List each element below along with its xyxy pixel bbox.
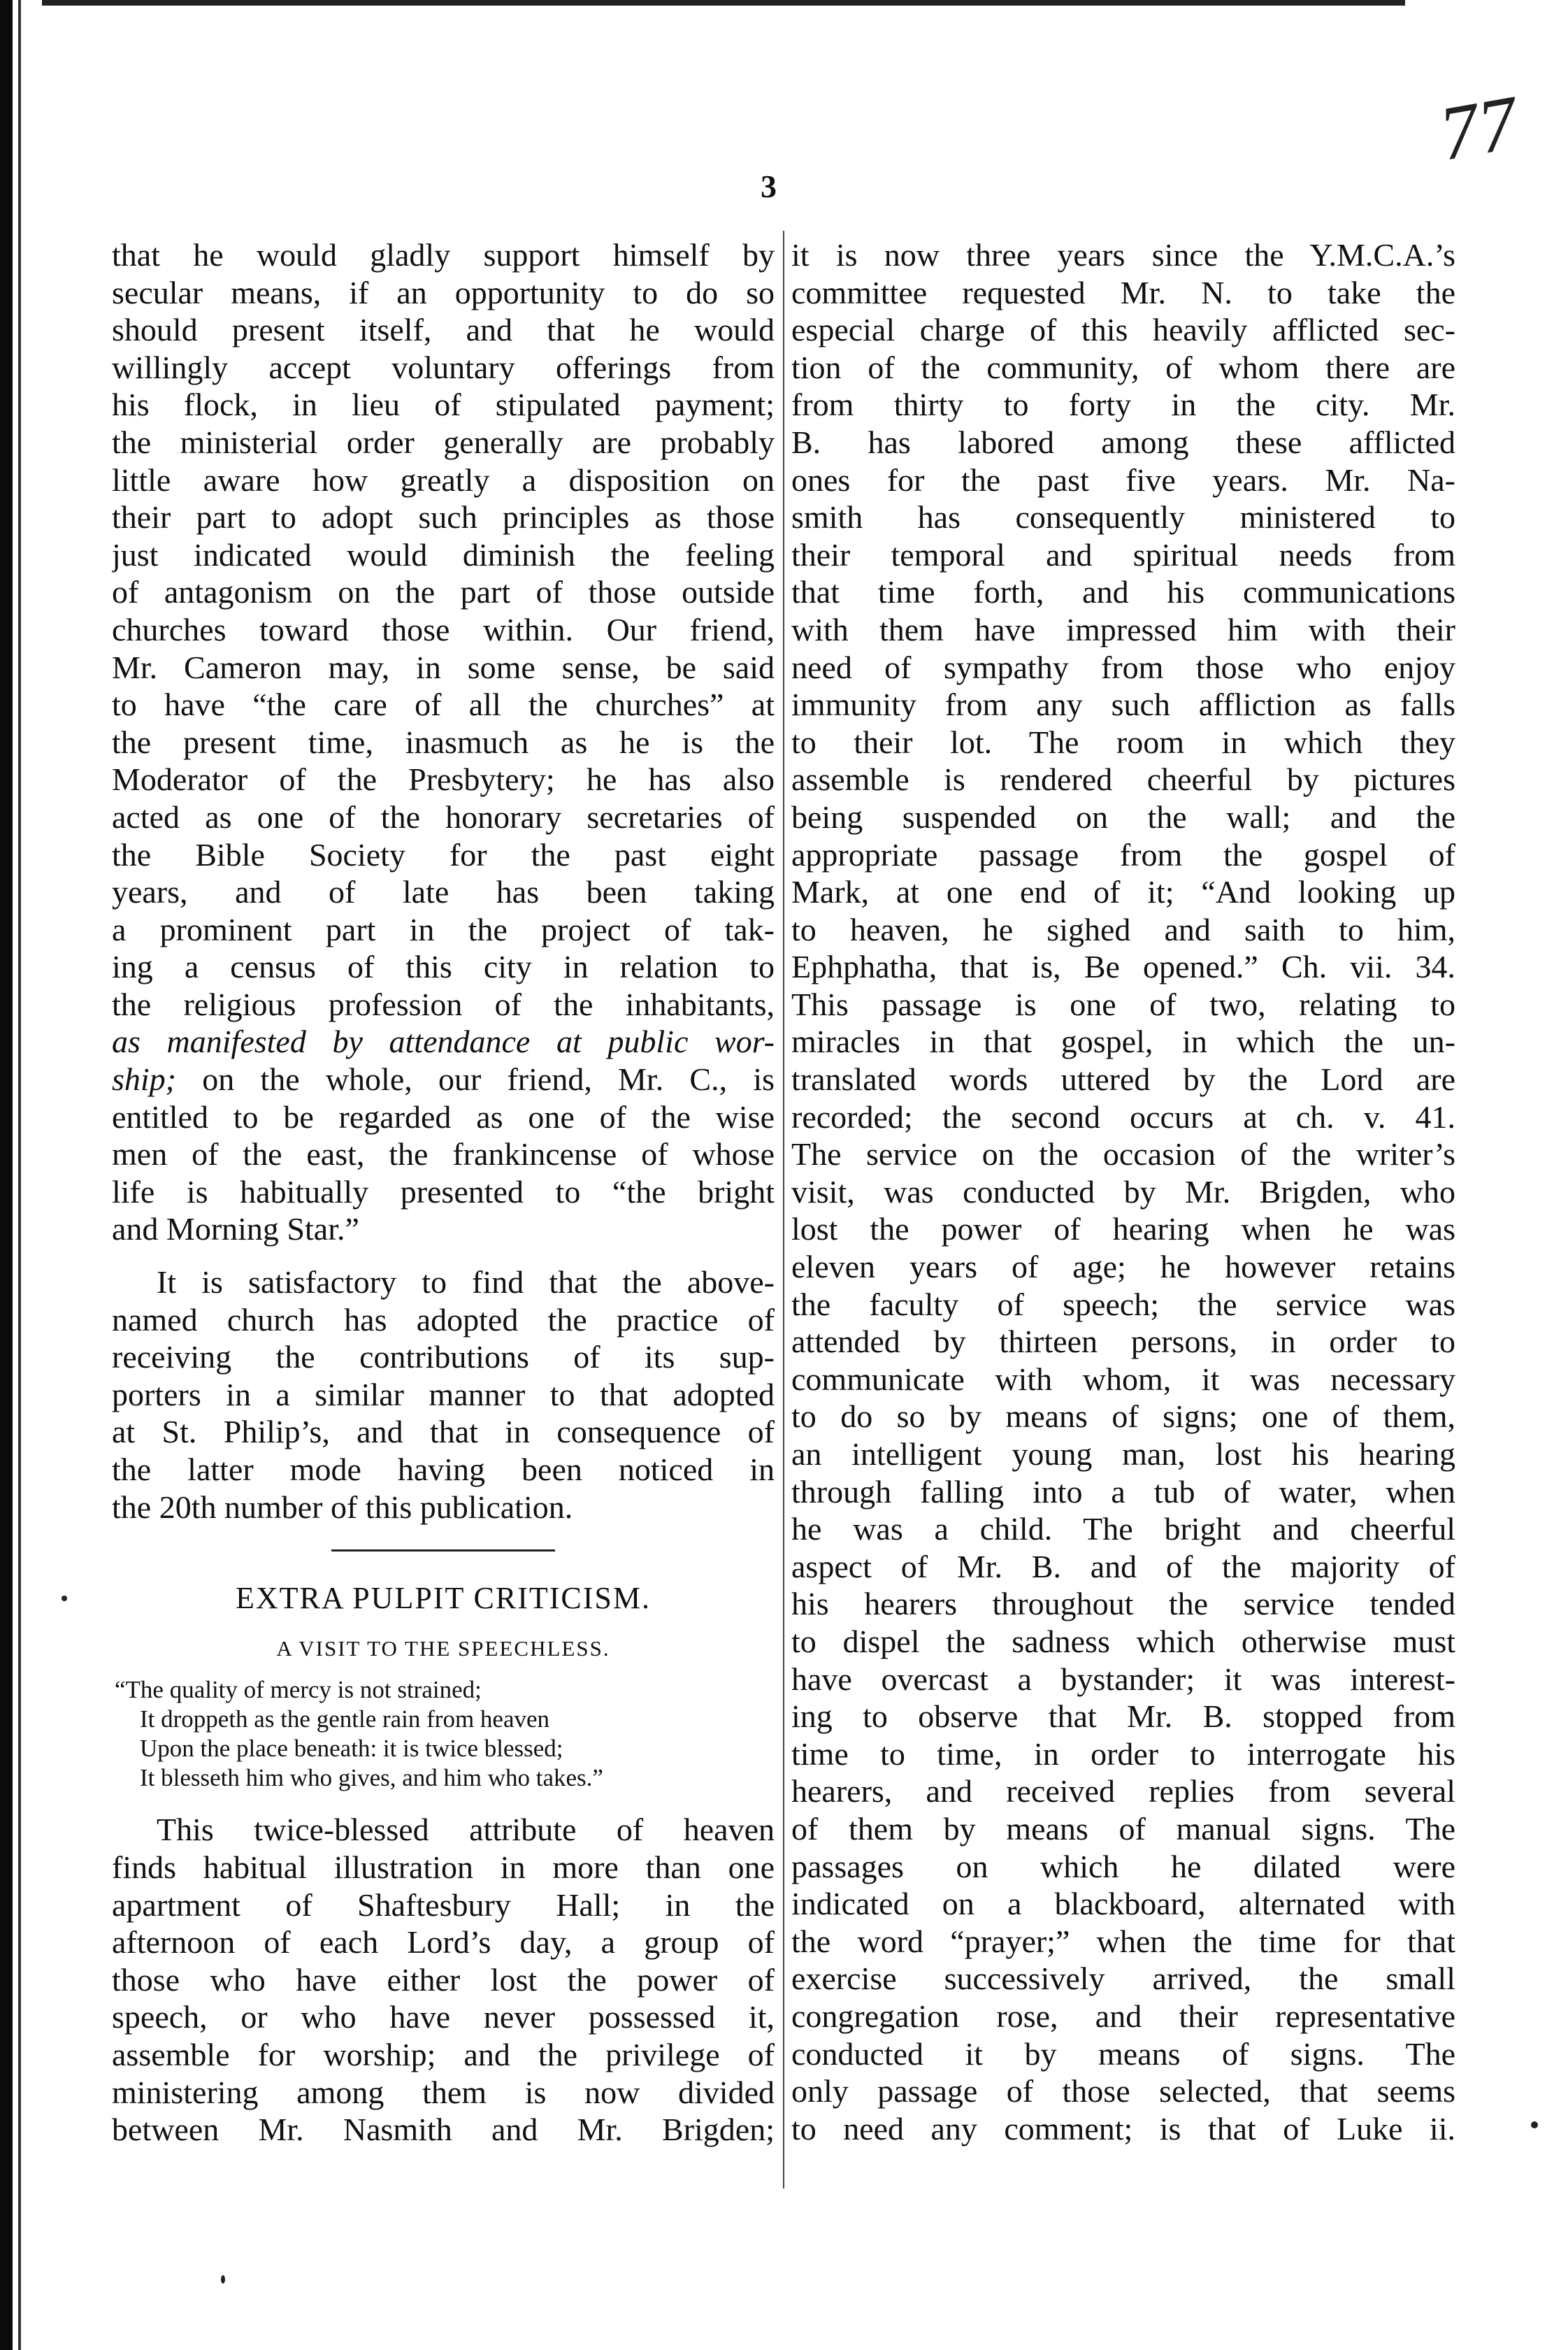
text-line: men of the east, the frankincense of whose: [112, 1136, 775, 1173]
text-line: This twice-blessed attribute of heaven: [157, 1812, 775, 1848]
text-line: their part to adopt such principles as those: [112, 499, 775, 536]
text-line: and Morning Star.”: [112, 1211, 359, 1247]
text-line: miracles in that gospel, in which the un-: [791, 1024, 1455, 1060]
text-line: ing a census of this city in relation to: [112, 949, 775, 985]
text-line: exercise successively arrived, the small: [791, 1961, 1455, 1997]
italic-word: ship;: [112, 1061, 176, 1098]
text-line: lost the power of hearing when he was: [791, 1211, 1455, 1247]
epigraph-line: “The quality of mercy is not strained;: [115, 1676, 482, 1704]
text-line: visit, was conducted by Mr. Brigden, who: [791, 1173, 1455, 1210]
text-line: that time forth, and his communications: [791, 574, 1455, 610]
text-line: conducted it by means of signs. The: [791, 2035, 1455, 2072]
text-line: entitled to be regarded as one of the wise: [112, 1098, 775, 1135]
text-line: finds habitual illustration in more than one: [112, 1849, 775, 1885]
column-divider: [783, 231, 784, 2188]
text-line: porters in a similar manner to that adopted: [112, 1376, 775, 1412]
text-line: eleven years of age; he however retains: [791, 1249, 1455, 1285]
text-line: [112, 1061, 775, 1098]
section-divider: [331, 1549, 555, 1552]
text-line: recorded; the second occurs at ch. v. 41.: [791, 1098, 1455, 1135]
text-line: from thirty to forty in the city. Mr.: [791, 387, 1455, 423]
epigraph-line: It droppeth as the gentle rain from heaven: [140, 1705, 550, 1733]
text-line: their temporal and spiritual needs from: [791, 536, 1455, 573]
epigraph-line: Upon the place beneath: it is twice blessed;: [140, 1735, 563, 1763]
text-line: acted as one of the honorary secretaries of: [112, 798, 775, 835]
text-line: Moderator of the Presbytery; he has also: [112, 761, 775, 798]
text-line: to their lot. The room in which they: [791, 724, 1455, 760]
text-line: through falling into a tub of water, when: [791, 1473, 1455, 1510]
text-line: Ephphatha, that is, Be opened.” Ch. vii. 34.: [791, 949, 1455, 985]
text-line: to do so by means of signs; one of them,: [791, 1398, 1455, 1435]
text-line: at St. Philip’s, and that in consequence of: [112, 1414, 775, 1450]
text-line: an intelligent young man, lost his hearing: [791, 1436, 1455, 1472]
text-line: being suspended on the wall; and the: [791, 798, 1455, 835]
text-line: between Mr. Nasmith and Mr. Brigden;: [112, 2112, 775, 2148]
text-line: indicated on a blackboard, alternated with: [791, 1886, 1455, 1922]
epigraph-line: It blesseth him who gives, and him who takes.”: [140, 1764, 603, 1792]
text-line: the latter mode having been noticed in: [112, 1452, 775, 1487]
page-edge-rule-inner: [18, 0, 21, 2350]
text-line: committee requested Mr. N. to take the: [791, 274, 1455, 310]
text-line: the Bible Society for the past eight: [112, 836, 775, 873]
text-line: congregation rose, and their representative: [791, 1998, 1455, 2034]
paragraph-2: [112, 1263, 775, 1526]
text-line: need of sympathy from those who enjoy: [791, 649, 1455, 685]
text-line: just indicated would diminish the feeling: [112, 536, 775, 573]
scan-speck: [221, 2275, 225, 2284]
text-line: immunity from any such affliction as falls: [791, 687, 1455, 723]
right-column: [791, 236, 1455, 2147]
text-line: B. has labored among these afflicted: [791, 424, 1455, 460]
text-line: life is habitually presented to “the bright: [112, 1173, 775, 1210]
text-line: Mr. Cameron may, in some sense, be said: [112, 649, 775, 685]
text-line: ones for the past five years. Mr. Na-: [791, 461, 1455, 498]
left-column: [112, 236, 775, 2149]
text-line: churches toward those within. Our friend,: [112, 611, 775, 647]
text-line: named church has adopted the practice of: [112, 1301, 775, 1338]
text-line: to heaven, he sighed and saith to him,: [791, 911, 1455, 947]
paragraph-3: [112, 1811, 775, 2148]
text-line: aspect of Mr. B. and of the majority of: [791, 1548, 1455, 1584]
text-line: receiving the contributions of its sup-: [112, 1339, 775, 1375]
text-line: his flock, in lieu of stipulated payment;: [112, 387, 775, 423]
section-subheading: A VISIT TO THE SPEECHLESS.: [276, 1635, 610, 1661]
text-line: This passage is one of two, relating to: [791, 986, 1455, 1022]
text-line: a prominent part in the project of tak-: [112, 911, 775, 947]
paragraph-gap: [112, 1248, 775, 1263]
text-line: the ministerial order generally are probably: [112, 424, 775, 460]
text-line: assemble is rendered cheerful by pictures: [791, 761, 1455, 798]
text-line: that he would gladly support himself by: [112, 237, 775, 273]
text-line: attended by thirteen persons, in order to: [791, 1324, 1455, 1360]
text-line: of them by means of manual signs. The: [791, 1810, 1455, 1847]
italic-line: as manifested by attendance at public wor-: [112, 1024, 775, 1060]
text-line: the word “prayer;” when the time for that: [791, 1923, 1455, 1959]
text-line: hearers, and received replies from several: [791, 1773, 1455, 1810]
text-line: with them have impressed him with their: [791, 611, 1455, 647]
handwritten-page-mark: 77: [1433, 79, 1524, 177]
text-line: to need any comment; is that of Luke ii.: [791, 2110, 1455, 2147]
line-continuation: on the whole, our friend, Mr. C., is: [176, 1061, 775, 1098]
scan-speck: [1531, 2121, 1538, 2128]
text-line: assemble for worship; and the privilege of: [112, 2036, 775, 2072]
text-line: time to time, in order to interrogate his: [791, 1735, 1455, 1772]
text-line: the 20th number of this publication.: [112, 1489, 573, 1525]
text-line: he was a child. The bright and cheerful: [791, 1511, 1455, 1547]
text-line: afternoon of each Lord’s day, a group of: [112, 1924, 775, 1961]
text-line: It is satisfactory to find that the above-: [157, 1264, 775, 1301]
section-heading: EXTRA PULPIT CRITICISM.: [235, 1581, 652, 1616]
text-line: speech, or who have never possessed it,: [112, 1999, 775, 2035]
text-line: to have “the care of all the churches” at: [112, 687, 775, 723]
text-line: especial charge of this heavily afflicted sec-: [791, 312, 1455, 348]
text-line: have overcast a bystander; it was interest-: [791, 1661, 1455, 1697]
text-line: secular means, if an opportunity to do so: [112, 274, 775, 310]
text-line: his hearers throughout the service tended: [791, 1586, 1455, 1622]
text-line: ing to observe that Mr. B. stopped from: [791, 1698, 1455, 1735]
text-line: The service on the occasion of the writer’s: [791, 1136, 1455, 1173]
text-line: tion of the community, of whom there are: [791, 349, 1455, 385]
text-line: passages on which he dilated were: [791, 1848, 1455, 1884]
text-line: Mark, at one end of it; “And looking up: [791, 874, 1455, 910]
epigraph: [115, 1675, 775, 1793]
text-line: ministering among them is now divided: [112, 2074, 775, 2110]
text-line: of antagonism on the part of those outside: [112, 574, 775, 610]
page-number: 3: [761, 169, 777, 204]
text-line: communicate with whom, it was necessary: [791, 1361, 1455, 1397]
text-line: appropriate passage from the gospel of: [791, 836, 1455, 873]
text-line: little aware how greatly a disposition on: [112, 461, 775, 498]
text-line: those who have either lost the power of: [112, 1961, 775, 1998]
top-border-rule: [42, 0, 1405, 6]
text-line: the faculty of speech; the service was: [791, 1286, 1455, 1322]
text-line: should present itself, and that he would: [112, 312, 775, 348]
text-line: willingly accept voluntary offerings from: [112, 349, 775, 385]
scan-speck: [62, 1596, 67, 1601]
page-edge-rule: [0, 0, 13, 2350]
text-line: years, and of late has been taking: [112, 874, 775, 910]
text-line: only passage of those selected, that seems: [791, 2073, 1455, 2109]
paragraph-1: [112, 236, 775, 1248]
text-line: smith has consequently ministered to: [791, 499, 1455, 536]
text-line: the present time, inasmuch as he is the: [112, 724, 775, 760]
text-line: translated words uttered by the Lord are: [791, 1061, 1455, 1098]
text-line: to dispel the sadness which otherwise must: [791, 1623, 1455, 1659]
text-line: the religious profession of the inhabitants,: [112, 986, 775, 1022]
text-line: apartment of Shaftesbury Hall; in the: [112, 1886, 775, 1923]
text-line: it is now three years since the Y.M.C.A.’s: [791, 237, 1455, 273]
